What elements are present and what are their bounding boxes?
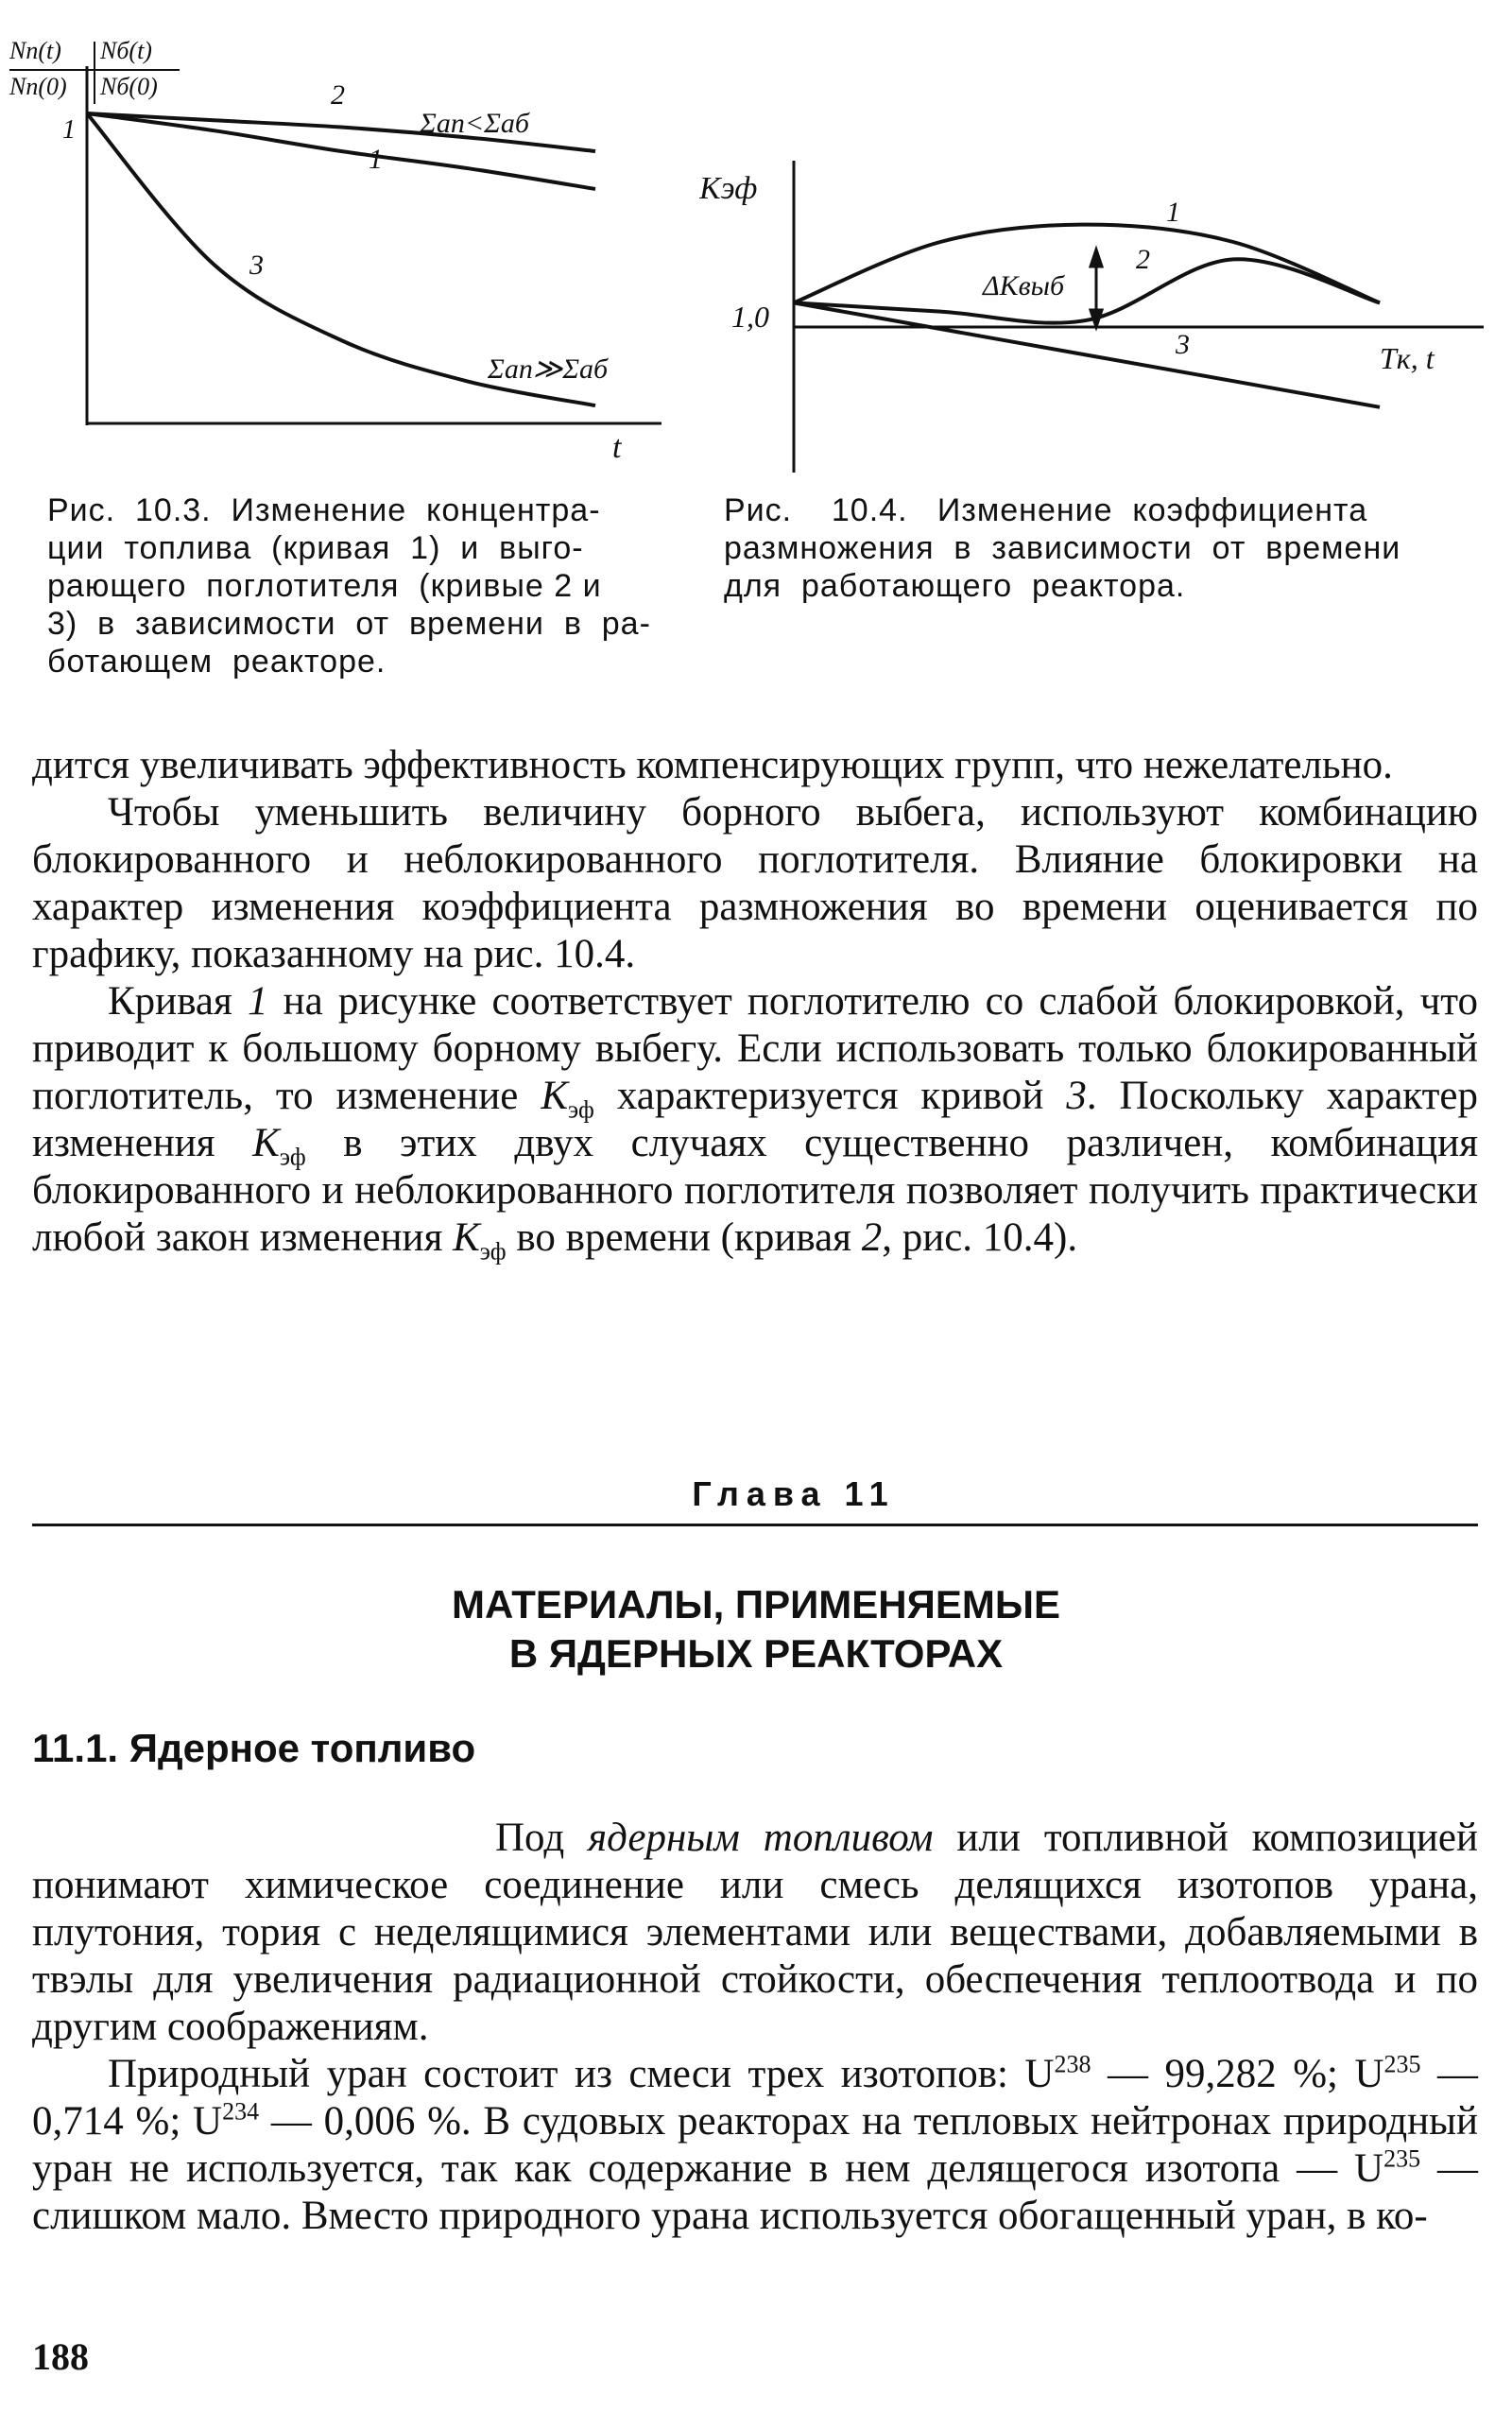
fig104-x-label: Tк, t bbox=[1380, 341, 1435, 375]
delta-k-arrow bbox=[1091, 250, 1102, 327]
body-text bbox=[32, 742, 1479, 1266]
s2-text: Природный уран состоит из смеси трех изотопов: U bbox=[108, 2052, 1055, 2096]
p3-curve-ref: 1 bbox=[247, 979, 268, 1024]
body-paragraph-1: дится увеличивать эффективность компенсирующих групп, что нежелательно. bbox=[32, 743, 1393, 787]
figure-10-3 bbox=[0, 0, 680, 463]
fig103-ylabel-den-right: Nб(0) bbox=[100, 73, 158, 100]
fig104-curve-2-label: 2 bbox=[1136, 244, 1150, 275]
s2-sup: 238 bbox=[1054, 2050, 1091, 2078]
fig104-curve-3-label: 3 bbox=[1176, 329, 1190, 360]
s2-text: — слишком мало. Вместо природного урана используется обогащенный уран, в ко- bbox=[32, 2146, 1478, 2238]
fig103-annotation-top: Σап<Σаб bbox=[420, 108, 529, 139]
s2-sup: 235 bbox=[1383, 2050, 1421, 2078]
fig103-ylabel-num-left: Nn(t) bbox=[9, 37, 61, 64]
fig103-x-label: t bbox=[612, 430, 622, 463]
fig103-ylabel-den-left: Nn(0) bbox=[9, 73, 67, 100]
fig104-curve-1-label: 1 bbox=[1166, 197, 1180, 228]
p3-text: Кривая bbox=[108, 979, 248, 1024]
section-title: 11.1. Ядерное топливо bbox=[32, 1726, 476, 1770]
s2-text: — 0,006 %. В судовых реакторах на тепловых нейтронах природный уран не используется, так как содержание в нем делящегося изотопа — U bbox=[32, 2099, 1479, 2191]
s2-text: — 0,714 %; U bbox=[32, 2052, 1479, 2144]
section-paragraph-1 bbox=[32, 1815, 1478, 2051]
fig103-curve-2-label: 2 bbox=[331, 79, 345, 111]
page-number: 188 bbox=[32, 2335, 89, 2378]
curve-2 bbox=[794, 259, 1380, 322]
fig103-curve-3-label: 3 bbox=[249, 250, 264, 281]
fig104-y-label: Kэф bbox=[699, 171, 758, 206]
s1-text: Под bbox=[495, 1816, 589, 1860]
section-paragraph-2 bbox=[32, 2051, 1478, 2240]
fig103-ylabel-num-right: Nб(t) bbox=[100, 37, 152, 64]
section-text bbox=[32, 1815, 1478, 2240]
body-paragraph-2: Чтобы уменьшить величину борного выбега, используют комбинацию блокированного и неблокированного поглотителя. Влияние блокировки на характер изменения коэффициента размножения во времени оценивается по графику, показанному на рис. 10.4. bbox=[32, 790, 1478, 976]
caption-10-3-line: рающего поглотителя (кривые 2 и bbox=[47, 568, 602, 604]
fig103-curve-1-label: 1 bbox=[369, 144, 383, 175]
curve-1 bbox=[794, 225, 1380, 303]
p3-text: характеризуется кривой bbox=[593, 1074, 1067, 1118]
p3-text: . Поскольку характер изменения bbox=[32, 1074, 1478, 1165]
s2-text: — 99,282 %; U bbox=[1091, 2052, 1384, 2096]
s2-sup: 234 bbox=[222, 2097, 260, 2126]
figure-10-4-caption bbox=[724, 491, 1480, 605]
fig103-y-start-label: 1 bbox=[62, 115, 76, 145]
caption-10-4-line: Рис. 10.4. Изменение коэффициента bbox=[724, 492, 1368, 528]
p3-text: на рисунке соответствует поглотителю со слабой блокировкой, что приводит к большому борному выбегу. Если использовать только блокированный поглотитель, то изменение bbox=[32, 979, 1479, 1118]
fig104-y-start-label: 1,0 bbox=[731, 300, 769, 334]
p3-curve-ref: 3 bbox=[1066, 1074, 1087, 1118]
p3-k-sub: эф bbox=[279, 1143, 306, 1171]
figure-10-3-caption bbox=[47, 491, 662, 680]
p3-curve-ref: 2 bbox=[861, 1215, 883, 1260]
p3-k-sub: эф bbox=[479, 1237, 507, 1266]
p3-text: , рис. 10.4). bbox=[882, 1215, 1078, 1260]
fig104-curves bbox=[794, 225, 1380, 407]
caption-10-3-line: ботающем реакторе. bbox=[47, 644, 387, 680]
caption-10-3-line: 3) в зависимости от времени в ра- bbox=[47, 606, 651, 642]
chapter-title bbox=[0, 1580, 1512, 1679]
s2-sup: 235 bbox=[1383, 2144, 1421, 2173]
p3-k: K bbox=[252, 1121, 280, 1165]
p3-text: в этих двух случаях существенно различен, комбинация блокированного и неблокированного поглотителя позволяет получить практически любой закон изменения bbox=[32, 1121, 1478, 1260]
p3-k-sub: эф bbox=[568, 1095, 594, 1124]
caption-10-3-line: ции топлива (кривая 1) и выго- bbox=[47, 530, 584, 566]
chapter-title-line-1: МАТЕРИАЛЫ, ПРИМЕНЯЕМЫЕ bbox=[452, 1582, 1060, 1627]
fig103-annotation-bottom: Σап≫Σаб bbox=[488, 353, 609, 385]
body-paragraph-3 bbox=[32, 978, 1479, 1266]
s1-text: или топливной композицией понимают химическое соединение или смесь делящихся изотопов урана, плутония, тория с неделящимися элементами или веществами, добавляемыми в твэлы для увеличения радиационной стойкости, обеспечения теплоотвода и по другим соображениям. bbox=[32, 1816, 1478, 2049]
chapter-rule bbox=[32, 1524, 1478, 1526]
figure-10-4 bbox=[699, 142, 1493, 482]
caption-10-3-line: Рис. 10.3. Изменение концентра- bbox=[47, 492, 601, 528]
caption-10-4-line: для работающего реактора. bbox=[724, 568, 1186, 604]
delta-k-arrow-head-up bbox=[1091, 250, 1102, 267]
chapter-label: Глава 11 bbox=[692, 1474, 896, 1513]
s1-term: ядерным топливом bbox=[588, 1816, 934, 1860]
p3-k: K bbox=[453, 1215, 480, 1260]
p3-text: во времени (кривая bbox=[506, 1215, 862, 1260]
chapter-title-line-2: В ЯДЕРНЫХ РЕАКТОРАХ bbox=[508, 1631, 1004, 1676]
caption-10-4-line: размножения в зависимости от времени bbox=[724, 530, 1401, 566]
delta-k-arrow-head-down bbox=[1091, 310, 1102, 327]
p3-k: K bbox=[541, 1074, 569, 1118]
fig104-delta-label: ΔKвыб bbox=[983, 270, 1065, 301]
